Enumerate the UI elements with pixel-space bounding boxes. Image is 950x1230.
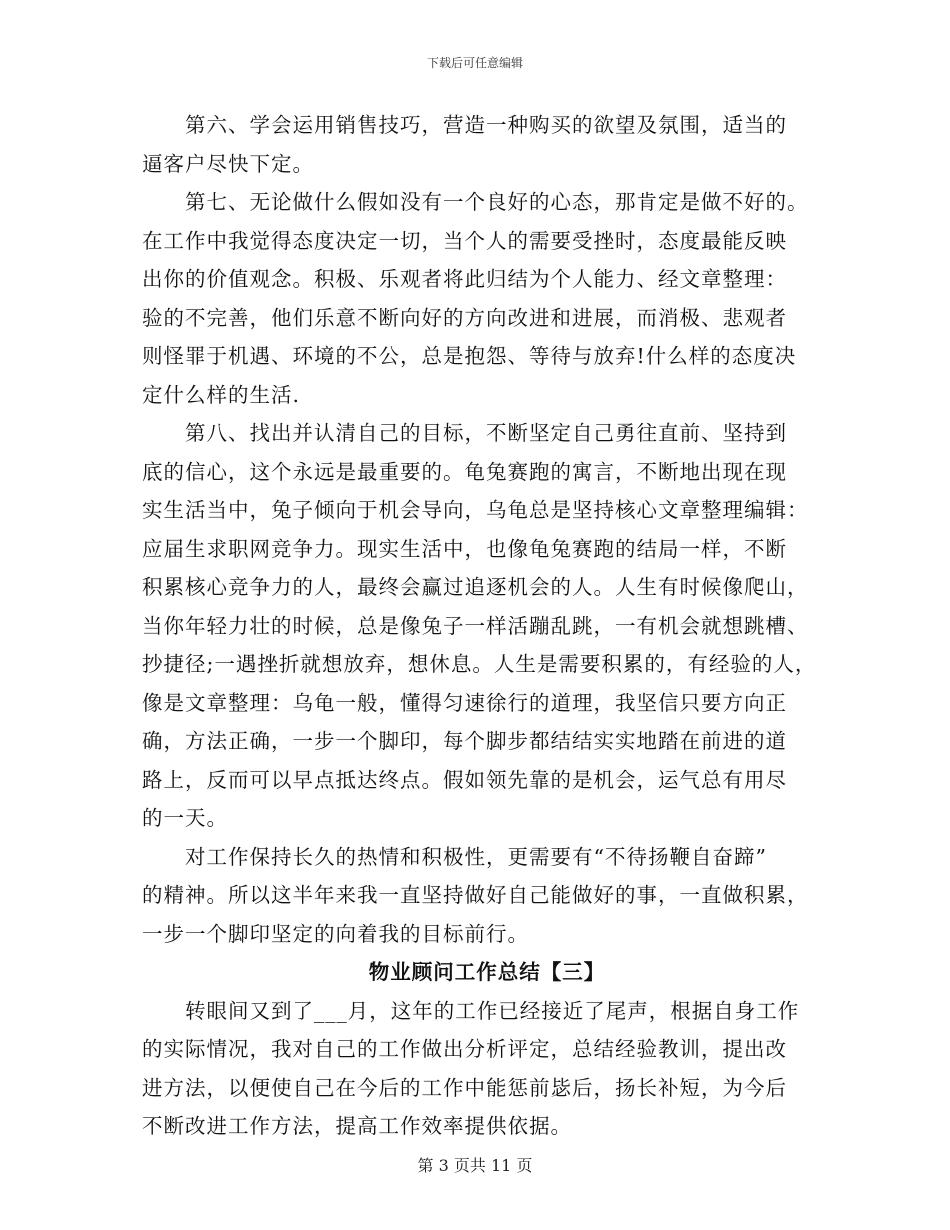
paragraph-6 xyxy=(142,106,822,183)
section-title: 物业顾问工作总结【三】 xyxy=(368,960,606,984)
text-line: 的一天。 xyxy=(142,806,228,830)
text-line: 对工作保持长久的热情和积极性，更需要有“不待扬鞭自奋蹄” xyxy=(185,844,767,869)
text-line: 在工作中我觉得态度决定一切，当个人的需要受挫时，态度最能反映 xyxy=(142,228,787,253)
text-line: 底的信心，这个永远是最重要的。龟兔赛跑的寓言，不断地出现在现 xyxy=(142,459,787,484)
paragraph-9 xyxy=(142,838,822,954)
text-line: 转眼间又到了___月，这年的工作已经接近了尾声，根据自身工作 xyxy=(185,998,800,1023)
text-line: 验的不完善，他们乐意不断向好的方向改进和进展，而消极、悲观者 xyxy=(142,305,787,330)
text-line: 逼客户尽快下定。 xyxy=(142,151,314,176)
text-line: 路上，反而可以早点抵达终点。假如领先靠的是机会，运气总有用尽 xyxy=(142,767,787,792)
document-body xyxy=(142,106,822,1146)
text-line: 确，方法正确，一步一个脚印，每个脚步都结结实实地踏在前进的道 xyxy=(142,729,787,753)
text-line: 像是文章整理：乌龟一般，懂得匀速徐行的道理，我坚信只要方向正 xyxy=(142,690,787,715)
text-line: 进方法，以便使自己在今后的工作中能惩前毖后，扬长补短，为今后 xyxy=(142,1075,787,1100)
page-number: 第 3 页共 11 页 xyxy=(417,1156,533,1175)
text-line: 第六、学会运用销售技巧，营造一种购买的欲望及氛围，适当的 xyxy=(185,113,787,137)
text-line: 不断改进工作方法，提高工作效率提供依据。 xyxy=(142,1114,572,1138)
paragraph-7 xyxy=(142,183,822,414)
text-line: 出你的价值观念。积极、乐观者将此归结为个人能力、经文章整理： xyxy=(142,267,787,291)
text-line: 积累核心竞争力的人，最终会赢过追逐机会的人。人生有时候像爬山， xyxy=(142,575,809,599)
text-line: 的精神。所以这半年来我一直坚持做好自己能做好的事，一直做积累， xyxy=(142,883,809,907)
text-line: 应届生求职网竞争力。现实生活中，也像龟兔赛跑的结局一样，不断 xyxy=(142,536,787,561)
text-line: 定什么样的生活. xyxy=(142,382,301,407)
text-line: 抄捷径;一遇挫折就想放弃，想休息。人生是需要积累的，有经验的人， xyxy=(142,652,817,676)
text-line: 则怪罪于机遇、环境的不公，总是抱怨、等待与放弃!什么样的态度决 xyxy=(142,344,797,368)
text-line: 第七、无论做什么假如没有一个良好的心态，那肯定是做不好的。 xyxy=(185,190,809,214)
text-line: 一步一个脚印坚定的向着我的目标前行。 xyxy=(142,921,529,946)
text-line: 当你年轻力壮的时候，总是像兔子一样活蹦乱跳，一有机会就想跳槽、 xyxy=(142,613,809,638)
text-line: 第八、找出并认清自己的目标，不断坚定自己勇往直前、坚持到 xyxy=(185,421,787,445)
paragraph-10 xyxy=(142,992,822,1146)
paragraph-8 xyxy=(142,414,822,838)
text-line: 的实际情况，我对自己的工作做出分析评定，总结经验教训，提出改 xyxy=(142,1037,787,1061)
header-note: 下载后可任意编辑 xyxy=(426,56,523,70)
text-line: 实生活当中，兔子倾向于机会导向，乌龟总是坚持核心文章整理编辑： xyxy=(142,498,809,522)
